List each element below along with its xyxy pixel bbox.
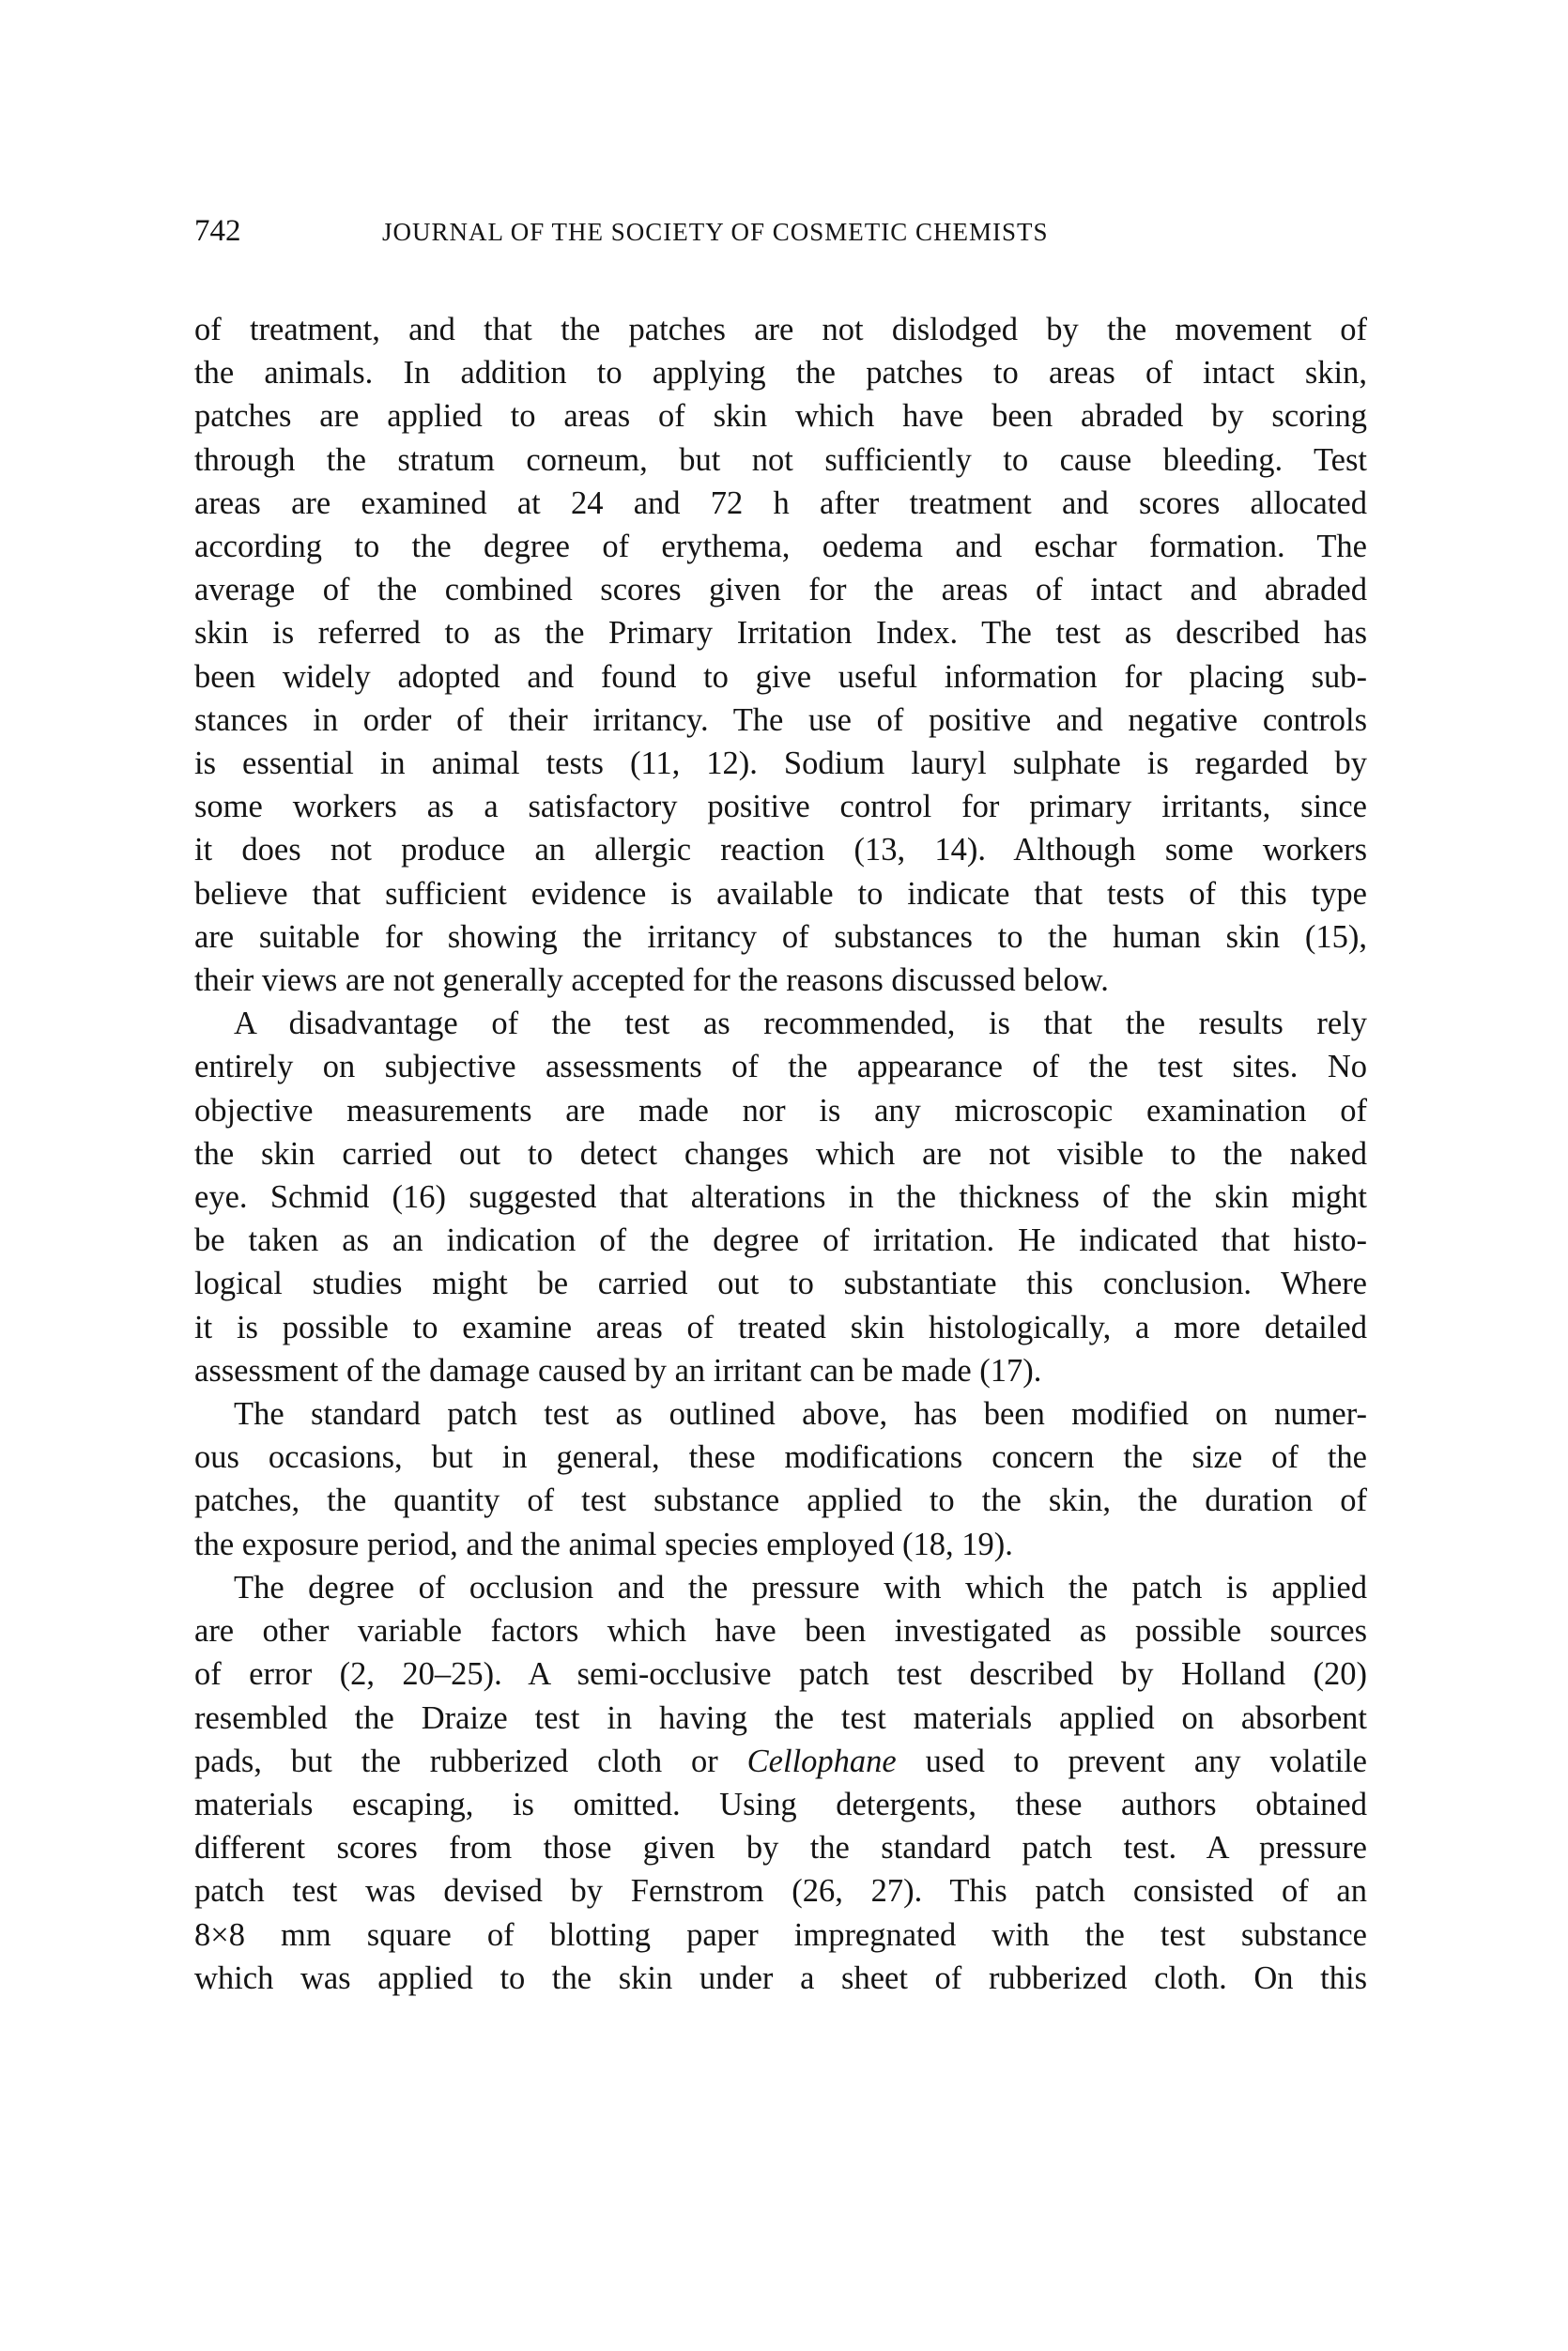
text-line: it does not produce an allergic reaction (13, 14). Although some workers	[194, 832, 1367, 868]
text-line: some workers as a satisfactory positive control for primary irritants, since	[194, 789, 1367, 825]
text-run: used to prevent any volatile	[896, 1743, 1367, 1779]
text-line: The standard patch test as outlined above, has been modified on numer-	[234, 1396, 1367, 1433]
text-line: skin is referred to as the Primary Irritation Index. The test as described has	[194, 615, 1367, 652]
text-line: average of the combined scores given for the areas of intact and abraded	[194, 572, 1367, 608]
text-line: entirely on subjective assessments of the appearance of the test sites. No	[194, 1049, 1367, 1085]
text-line: patches, the quantity of test substance applied to the skin, the duration of	[194, 1483, 1367, 1519]
text-line: are other variable factors which have been investigated as possible sources	[194, 1613, 1367, 1650]
text-line: the skin carried out to detect changes which are not visible to the naked	[194, 1135, 1367, 1172]
paragraph-1	[194, 308, 1367, 1002]
paragraph-4	[194, 1566, 1367, 2000]
text-line: resembled the Draize test in having the test materials applied on absorbent	[194, 1699, 1367, 1736]
text-line: be taken as an indication of the degree of irritation. He indicated that histo-	[194, 1222, 1367, 1259]
text-line: their views are not generally accepted for the reasons discussed below.	[194, 962, 1109, 999]
text-line: materials escaping, is omitted. Using detergents, these authors obtained	[194, 1786, 1367, 1822]
text-line: 8×8 mm square of blotting paper impregnated with the test substance	[194, 1916, 1367, 1953]
running-header	[194, 214, 1367, 261]
text-line: the animals. In addition to applying the patches to areas of intact skin,	[194, 355, 1367, 392]
text-line: through the stratum corneum, but not sufficiently to cause bleeding. Test	[194, 441, 1367, 478]
text-line: assessment of the damage caused by an irritant can be made (17).	[194, 1352, 1042, 1389]
page-number: 742	[194, 214, 241, 248]
paragraph-3	[194, 1392, 1367, 1566]
text-line: logical studies might be carried out to substantiate this conclusion. Where	[194, 1266, 1367, 1302]
text-line: which was applied to the skin under a sheet of rubberized cloth. On this	[194, 1959, 1367, 1996]
text-line: patch test was devised by Fernstrom (26, 27). This patch consisted of an	[194, 1873, 1367, 1910]
document-page	[194, 214, 1367, 2000]
text-line: are suitable for showing the irritancy of substances to the human skin (15),	[194, 918, 1367, 955]
text-line: areas are examined at 24 and 72 h after treatment and scores allocated	[194, 484, 1367, 521]
text-line-with-italic	[194, 1740, 1367, 1783]
text-line: been widely adopted and found to give useful information for placing sub-	[194, 658, 1367, 695]
text-line: stances in order of their irritancy. The use of positive and negative controls	[194, 701, 1367, 738]
text-line: ous occasions, but in general, these modifications concern the size of the	[194, 1439, 1367, 1476]
text-line: believe that sufficient evidence is available to indicate that tests of this type	[194, 875, 1367, 912]
text-run: pads, but the rubberized cloth or	[194, 1743, 747, 1779]
text-line: A disadvantage of the test as recommended, is that the results rely	[234, 1006, 1367, 1042]
text-line: according to the degree of erythema, oedema and eschar formation. The	[194, 529, 1367, 565]
text-line: of error (2, 20–25). A semi-occlusive patch test described by Holland (20)	[194, 1656, 1367, 1693]
paragraph-2	[194, 1002, 1367, 1392]
text-line: eye. Schmid (16) suggested that alterations in the thickness of the skin might	[194, 1179, 1367, 1216]
text-line: objective measurements are made nor is any microscopic examination of	[194, 1092, 1367, 1129]
text-line: patches are applied to areas of skin which have been abraded by scoring	[194, 398, 1367, 435]
text-line: different scores from those given by the standard patch test. A pressure	[194, 1830, 1367, 1867]
text-line: of treatment, and that the patches are not dislodged by the movement of	[194, 312, 1367, 347]
journal-title: JOURNAL OF THE SOCIETY OF COSMETIC CHEMISTS	[382, 218, 1049, 246]
italic-term: Cellophane	[746, 1743, 897, 1779]
text-line: The degree of occlusion and the pressure with which the patch is applied	[234, 1569, 1367, 1606]
text-line: it is possible to examine areas of treated skin histologically, a more detailed	[194, 1309, 1367, 1345]
text-line: the exposure period, and the animal species employed (18, 19).	[194, 1526, 1013, 1562]
text-line: is essential in animal tests (11, 12). Sodium lauryl sulphate is regarded by	[194, 745, 1367, 782]
